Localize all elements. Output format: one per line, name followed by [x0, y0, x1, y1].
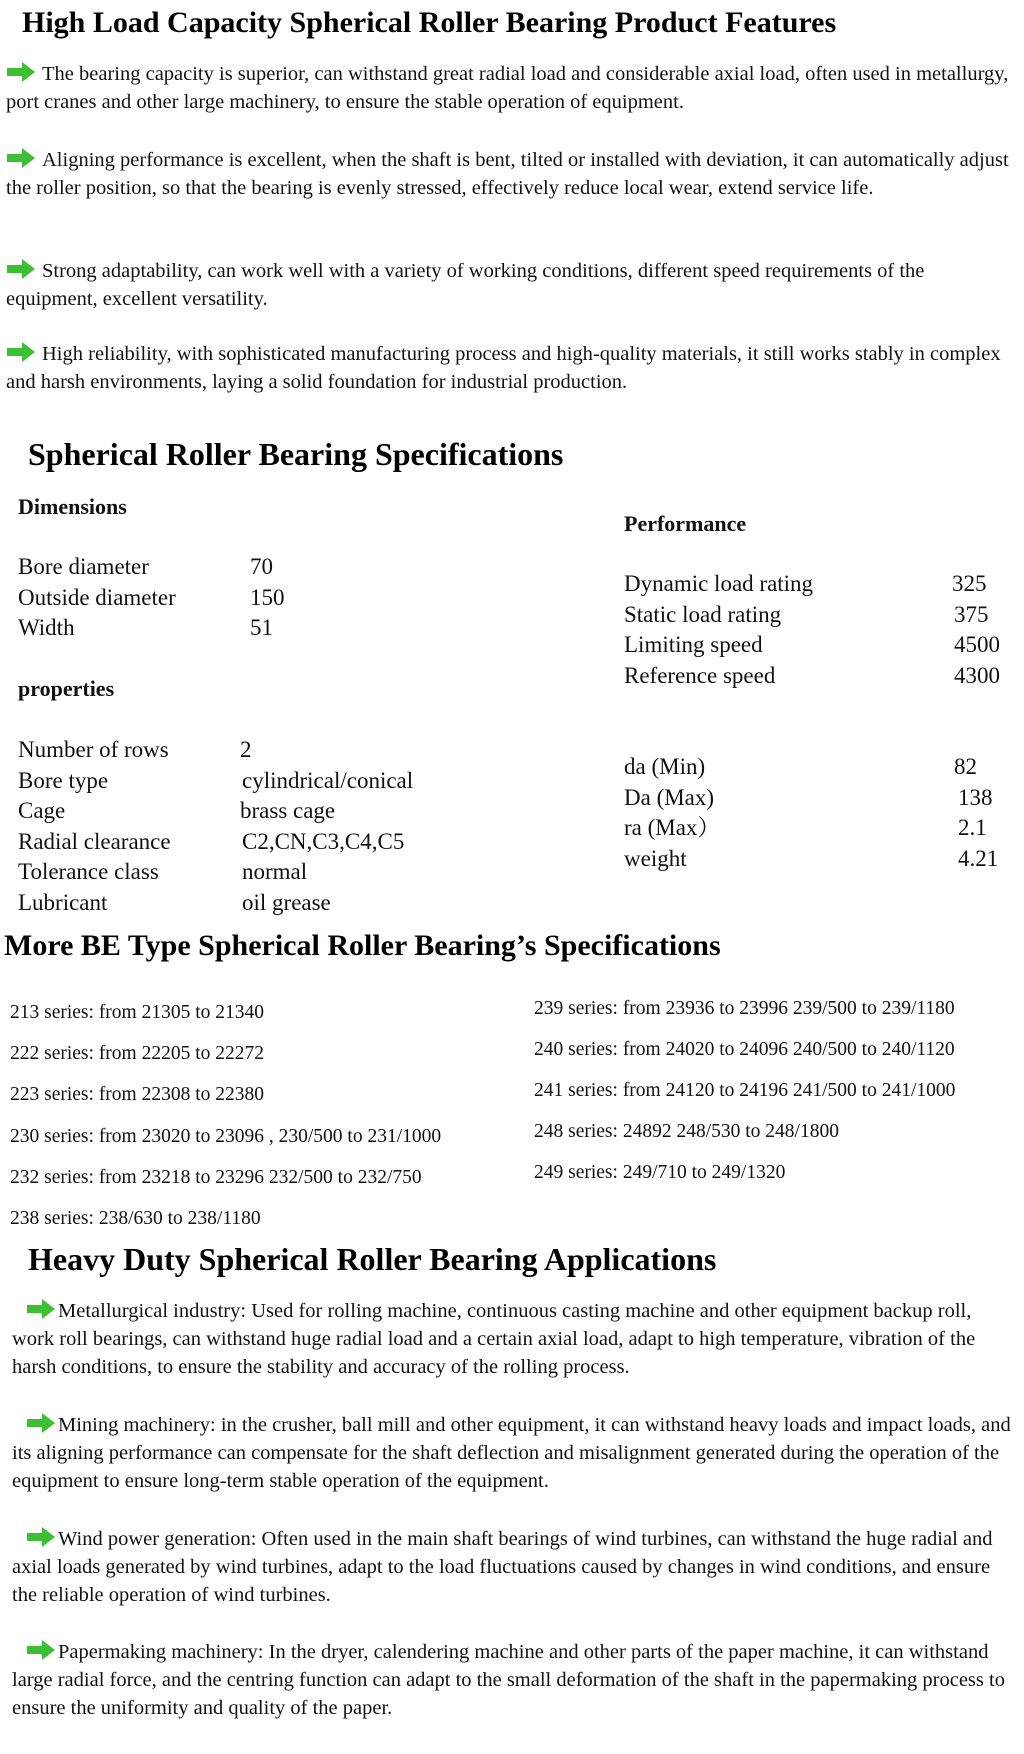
application-item-4: Papermaking machinery: In the dryer, calendering machine and other parts of the paper machine, it can withstand large radial force, and the centring function can adapt to the small deformation of the shaft in the papermaking process to ensure the uniformity and quality of the paper.: [12, 1641, 1005, 1719]
property-row: Bore type cylindrical/conical: [18, 767, 414, 793]
green-arrow-icon: [6, 258, 36, 280]
application-item-1: Metallurgical industry: Used for rolling machine, continuous casting machine and other equipment backup roll, work roll bearings, can withstand huge radial load and a certain axial load, adapt to high temperature, vibration of the harsh conditions, to ensure the stability and accuracy of the rolling process.: [12, 1300, 976, 1378]
feature-item-1: The bearing capacity is superior, can withstand great radial load and considerable axial load, often used in metallurgy, port cranes and other large machinery, to ensure the stable operation of equipment.: [6, 63, 1009, 113]
properties-heading: properties: [18, 676, 115, 701]
series-item: 230 series: from 23020 to 23096 , 230/500 to 231/1000: [10, 1126, 442, 1147]
series-item: 240 series: from 24020 to 24096 240/500 to 240/1120: [534, 1039, 955, 1060]
dimensions-table: [18, 552, 378, 644]
green-arrow-icon: [6, 341, 36, 363]
performance-row: Dynamic load rating 325: [624, 571, 987, 596]
performance-row: Reference speed 4300: [624, 662, 1000, 688]
features-title: High Load Capacity Spherical Roller Bearing Product Features: [22, 6, 837, 39]
property-row: Lubricant oil grease: [18, 889, 331, 915]
application-item-3: Wind power generation: Often used in the main shaft bearings of wind turbines, can withstand the huge radial and axial loads generated by wind turbines, adapt to the load fluctuations caused by changes in wind conditions, and ensure the reliable operation of wind turbines.: [12, 1528, 993, 1606]
green-arrow-icon: [24, 1412, 58, 1434]
performance-row: Limiting speed 4500: [624, 632, 1000, 657]
series-item: 213 series: from 21305 to 21340: [10, 1002, 265, 1023]
feature-item-3: Strong adaptability, can work well with a variety of working conditions, different speed requirements of the equipment, excellent versatility.: [6, 260, 925, 310]
green-arrow-icon: [24, 1639, 58, 1661]
mounting-row: weight 4.21: [624, 845, 999, 871]
specs-title: Spherical Roller Bearing Specifications: [28, 436, 564, 472]
series-item: 248 series: 24892 248/530 to 248/1800: [534, 1121, 839, 1142]
series-item: 232 series: from 23218 to 23296 232/500 to 232/750: [10, 1167, 422, 1188]
property-row: Number of rows 2: [18, 737, 252, 762]
series-item: 223 series: from 22308 to 22380: [10, 1084, 265, 1105]
dimension-row: Bore diameter 70: [18, 554, 273, 579]
feature-item-2: Aligning performance is excellent, when the shaft is bent, tilted or installed with deviation, it can automatically adjust the roller position, so that the bearing is evenly stressed, effectively reduce local wear, extend service life.: [6, 149, 1009, 199]
green-arrow-icon: [6, 61, 36, 83]
green-arrow-icon: [6, 147, 36, 169]
property-row: Radial clearance C2,CN,C3,C4,C5: [18, 828, 405, 854]
green-arrow-icon: [24, 1526, 58, 1548]
series-item: 241 series: from 24120 to 24196 241/500 to 241/1000: [534, 1080, 956, 1101]
feature-item-4: High reliability, with sophisticated manufacturing process and high-quality materials, it still works stably in complex and harsh environments, laying a solid foundation for industrial production.: [6, 343, 1001, 393]
performance-heading: Performance: [624, 511, 747, 536]
series-item: 249 series: 249/710 to 249/1320: [534, 1162, 786, 1183]
series-item: 239 series: from 23936 to 23996 239/500 to 239/1180: [534, 998, 955, 1019]
applications-title: Heavy Duty Spherical Roller Bearing Applications: [28, 1241, 717, 1277]
application-item-2: Mining machinery: in the crusher, ball mill and other equipment, it can withstand heavy loads and impact loads, and its aligning performance can compensate for the shaft deflection and misalignment generated during the operation of the equipment to ensure long-term stable operation of the equipment.: [12, 1414, 1011, 1492]
mounting-row: ra (Max） 2.1: [624, 815, 987, 840]
performance-row: Static load rating 375: [624, 601, 989, 627]
property-row: Cage brass cage: [18, 798, 336, 823]
property-row: Tolerance class normal: [18, 859, 308, 884]
green-arrow-icon: [24, 1298, 58, 1320]
performance-table: [624, 569, 1014, 691]
mounting-row: Da (Max) 138: [624, 784, 993, 810]
mounting-row: da (Min) 82: [624, 754, 977, 779]
properties-table: [18, 735, 498, 918]
dimension-row: Width 51: [18, 615, 273, 640]
mounting-table: [624, 752, 1014, 874]
dimensions-heading: Dimensions: [18, 494, 127, 519]
dimension-row: Outside diameter 150: [18, 584, 285, 610]
series-item: 222 series: from 22205 to 22272: [10, 1043, 265, 1064]
more-title: More BE Type Spherical Roller Bearing’s Specifications: [4, 929, 721, 962]
series-item: 238 series: 238/630 to 238/1180: [10, 1208, 261, 1229]
